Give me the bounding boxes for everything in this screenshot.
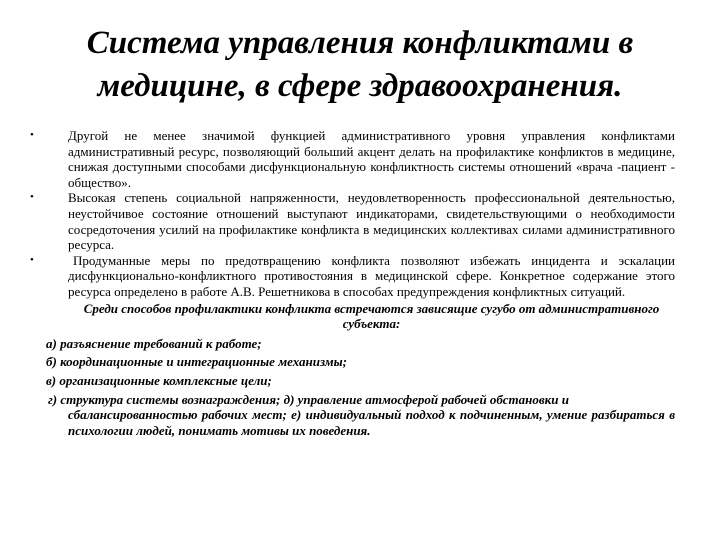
- methods-list-item: [48, 392, 675, 439]
- methods-list-item: а) разъяснение требований к работе;: [46, 335, 262, 351]
- bullet-text: Другой не менее значимой функцией административного уровня управления конфликтами административный ресурс, позволяющий больший акцент делать на профилактике конфликтов в медицине, снижая доступными способами дисфункциональную конфликтность системы отношений «врача -пациент - общество».: [68, 128, 675, 190]
- bullet-item: [30, 253, 675, 300]
- methods-list-item-line2: сбалансированностью рабочих мест; е) индивидуальный подход к подчиненным, умение разбираться в психологии людей, понимать мотивы их поведения.: [68, 407, 675, 438]
- slide-title: Система управления конфликтами в медицине, в сфере здравоохранения.: [86, 25, 634, 104]
- bullet-item: [30, 128, 675, 190]
- bullet-text: Продуманные меры по предотвращению конфликта позволяют избежать инцидента и эскалации дисфункционально-конфликтного противостояния в медицинской сфере. Конкретное содержание этого ресурса определено в работе А.В. Решетникова в способах предупреждения конфликтных ситуаций.: [68, 252, 675, 299]
- slide-body: [30, 128, 675, 438]
- bullet-item: [30, 190, 675, 252]
- methods-heading: Среди способов профилактики конфликта встречаются зависящие сугубо от административного субъекта:: [83, 300, 660, 332]
- bullet-dot: •: [30, 253, 34, 266]
- bullet-text: Высокая степень социальной напряженности, неудовлетворенность профессиональной деятельностью, неустойчивое состояние отношений выступают индикаторами, свидетельствующими о необходимости сосредоточения усилий на профилактике конфликта в медицинских коллективах силами административного ресурса.: [68, 190, 675, 253]
- bullet-dot: •: [30, 129, 34, 141]
- methods-list-item: б) координационные и интеграционные механизмы;: [46, 354, 347, 370]
- methods-list: [30, 336, 675, 439]
- methods-list-item: в) организационные комплексные цели;: [46, 372, 272, 388]
- bullet-dot: •: [30, 191, 34, 204]
- methods-list-item-line1: г) структура системы вознаграждения; д) управление атмосферой рабочей обстановки и: [48, 391, 569, 407]
